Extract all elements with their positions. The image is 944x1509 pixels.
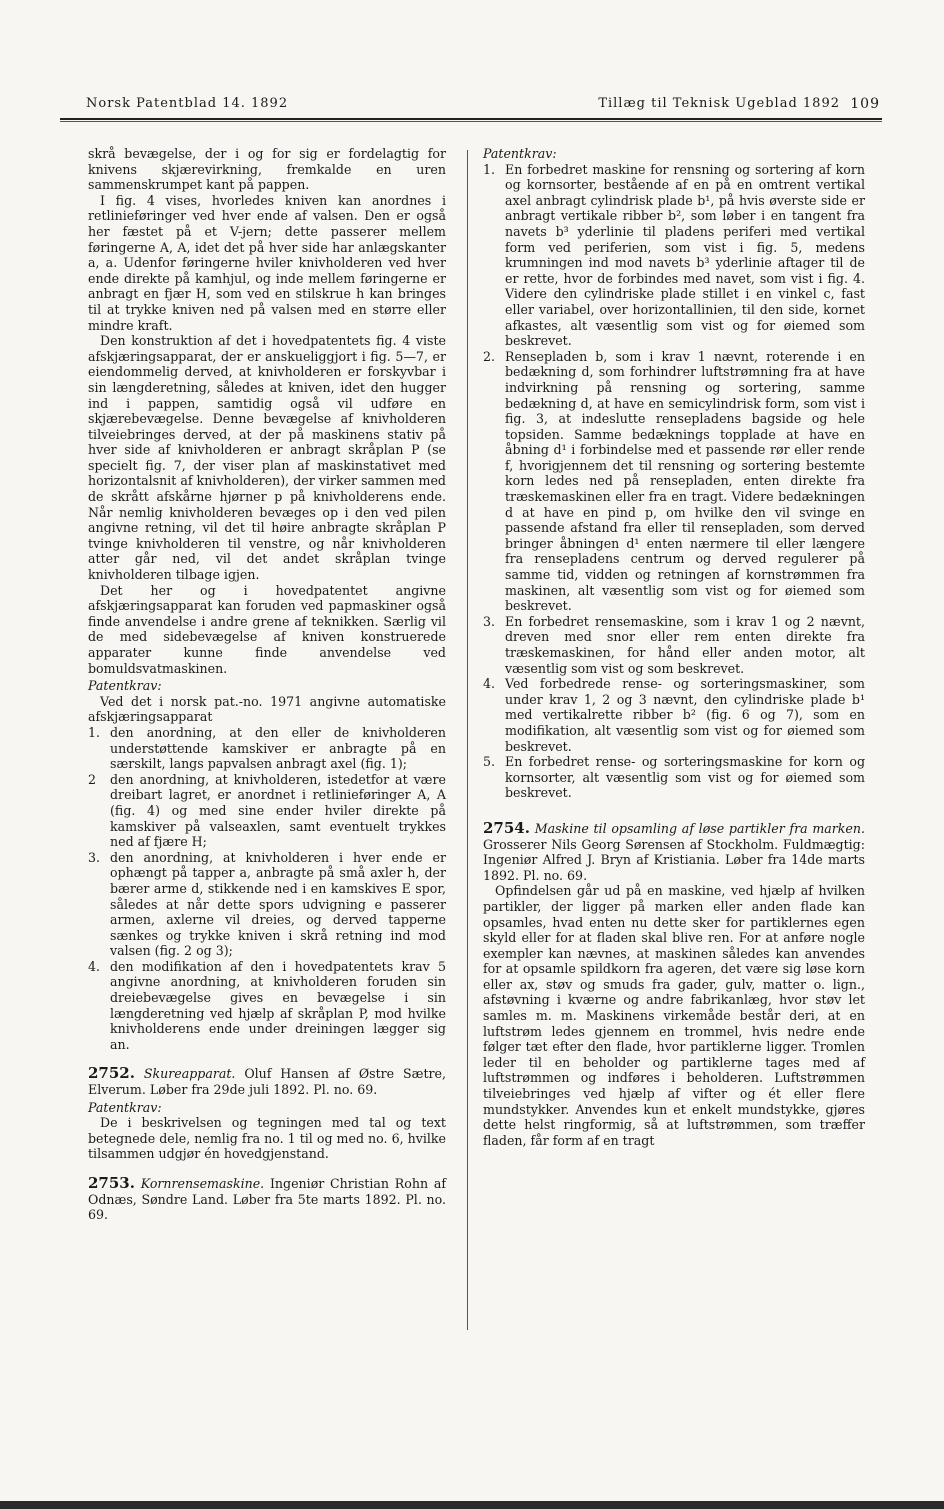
entry-text: Ingeniør Christian Rohn af Odnæs, Søndre Land. Løber fra 5te marts 1892. Pl. no. 69. [88,1176,446,1223]
entry-title: Skureapparat. [143,1066,236,1082]
claims-intro: Ved det i norsk pat.-no. 1971 angivne automatiske afskjæringsapparat [88,693,446,725]
claims-heading: Patentkrav: [88,1099,162,1115]
patent-entry-2752 [88,1066,446,1162]
page-header [60,96,880,120]
paragraph: Den konstruktion af det i hovedpatentets fig. 4 viste afskjæringsapparat, der er anskueliggjort i fig. 5—7, er eiendommelig derved, at knivholderen er forskyvbar i sin længderetning, således at kniven, idet den hugger ind i pappen, samtidig også vil udføre en skjærebevægelse. Denne bevægelse af knivholderen tilveiebringes derved, at der på maskinens stativ på hver side af knivholderen er anbragt skråplan P (se specielt fig. 7, der viser plan af maskinstativet med horizontalsnit af knivholderen), der virker sammen med de skrått afskårne hjørner p på knivholderens ende. Når nemlig knivholderen bevæges op i den ved pilen angivne retning, vil det til høire anbragte skråplan P tvinge knivholderen til venstre, og når knivholderen atter går ned, vil det andet skråplan tvinge knivholderen tilbage igjen. [88,333,446,583]
page-number: 109 [850,96,880,112]
entry-number: 2753. [88,1174,135,1192]
claim-text: De i beskrivelsen og tegningen med tal og text betegnede dele, nemlig fra no. 1 til og med no. 6, hvilke tilsammen udgjør én hovedgjenstand. [88,1115,446,1162]
paragraph: I fig. 4 vises, hvorledes kniven kan anordnes i retlinieføringer ved hver ende af valsen. Den er også her fæstet på et V-jern; dette passerer mellem føringerne A, A, idet det på hver side har anlægskanter a, a. Udenfor føringerne hviler knivholderen ved hver ende direkte på kamhjul, og inde mellem føringerne er anbragt en fjær H, som ved en stilskrue h kan bringes til at trykke kniven ned på valsen med en større eller mindre kraft. [88,192,446,333]
entry-title: Maskine til opsamling af løse partikler fra marken. [534,820,865,836]
claims-heading: Patentkrav: [483,146,557,161]
column-divider [467,150,468,1330]
claim-item: 2 den anordning, at knivholderen, istedetfor at være dreibart lagret, er anordnet i retlinieføringer A, A (fig. 4) og med sine ender hviler direkte på kamskiver på valseaxlen, samt eventuelt trykkes ned af fjære H; [88,771,446,850]
scan-edge [0,1501,944,1509]
header-rule-thin [60,121,882,122]
paragraph: skrå bevægelse, der i og for sig er fordelagtig for knivens skjærevirkning, fremkalde en uren sammenskrumpet kant på pappen. [88,146,446,193]
claim-item: 4. Ved forbedrede rense- og sorteringsmaskiner, som under krav 1, 2 og 3 nævnt, den cylindriske plade b¹ med vertikalrette ribber b² (fig. 6 og 7), som en modifikation, alt væsentlig som vist og for øiemed som beskrevet. [483,676,865,754]
claim-item: 2. Rensepladen b, som i krav 1 nævnt, roterende i en bedækning d, som forhindrer luftstrømning fra at have indvirkning på rensning og sortering, samme bedækning d, at have en semicylindrisk form, som vist i fig. 3, at indeslutte rensepladens bagside og hele topsiden. Samme bedæknings topplade at have en åbning d¹ i forbindelse med et passende rør eller rende f, hvorigjennem det til rensning og sortering bestemte korn ledes ned på rensepladen, enten direkte fra træskemaskinen eller fra en tragt. Videre bedækningen d at have en pind p, om hvilke den vil svinge en passende afstand fra eller til rensepladen, som derved bringer åbningen d¹ enten nærmere til eller længere fra rensepladens centrum og derved regulerer på samme tid, vidden og retningen af kornstrømmen fra maskinen, alt væsentlig som vist og for øiemed som beskrevet. [483,348,865,614]
header-right: Tillæg til Teknisk Ugeblad 1892 [598,96,840,111]
claim-item: 4. den modifikation af den i hovedpatentets krav 5 angivne anordning, at knivholderen foruden sin dreiebevægelse gives en bevægelse i sin længderetning ved hjælp af skråplan P, mod hvilke knivholderens ende under dreiningen lægger sig an. [88,958,446,1052]
right-column [483,146,865,1148]
patent-entry-2754 [483,818,865,1148]
claim-item: 5. En forbedret rense- og sorteringsmaskine for korn og kornsorter, alt væsentlig som vist og for øiemed som beskrevet. [483,754,865,801]
claim-item: 3. den anordning, at knivholderen i hver ende er ophængt på tapper a, anbragte på små axler h, der bærer arme d, stikkende ned i en kamskives E spor, således at når dette spors udvigning e passerer armen, axlerne vil dreies, og derved tapperne sænkes og trykke kniven i skrå retning ind mod valsen (fig. 2 og 3); [88,849,446,959]
claim-item: 1. En forbedret maskine for rensning og sortering af korn og kornsorter, bestående af en på en omtrent vertikal axel anbragt cylindrisk plade b¹, på hvis øverste side er anbragt vertikale ribber b², som løber i en tangent fra navets b³ yderlinie til pladens periferi med vertikal form ved periferien, som vist i fig. 5, medens krumningen ind mod navets b³ yderlinie aftager til de er rette, hvor de forbindes med navet, som vist i fig. 4. Videre den cylindriske plade stillet i en vinkel c, fast eller variabel, over horizontallinien, til den side, kornet afkastes, alt væsentlig som vist og for øiemed som beskrevet. [483,161,865,349]
entry-title: Kornrensemaskine. [140,1176,265,1191]
paragraph: Det her og i hovedpatentet angivne afskjæringsapparat kan foruden ved papmaskiner også finde anvendelse i andre grene af teknikken. Særlig vil de med sidebevægelse af kniven konstruerede apparater kunne finde anvendelse ved bomuldsvatmaskinen. [88,582,446,676]
entry-text: Grosserer Nils Georg Sørensen af Stockholm. Fuldmægtig: Ingeniør Alfred J. Bryn af Kristiania. Løber fra 14de marts 1892. Pl. no. 69. [483,836,865,883]
claims-heading: Patentkrav: [88,678,162,694]
patent-entry-2753 [88,1176,446,1223]
entry-number: 2752. [88,1064,135,1083]
entry-text: Oluf Hansen af Østre Sætre, Elverum. Løber fra 29de juli 1892. Pl. no. 69. [88,1066,446,1098]
paragraph: Opfindelsen går ud på en maskine, ved hjælp af hvilken partikler, der ligger på marken eller anden flade kan opsamles, hvad enten nu dette sker for partiklernes egen skyld eller for at fladen skal blive ren. For at anføre nogle exempler kan nævnes, at maskinen således kan anvendes for at opsamle spildkorn fra ageren, det være sig løse korn eller ax, støv og smuds fra gader, gulv, matter o. lign., afstøvning i kværne og andre fabrikanlæg, hvor støv let samles m. m. Maskinens virkemåde består deri, at en luftstrøm ledes gjennem en trommel, hvis nedre ende følger tæt efter den flade, hvor partiklerne ligger. Tromlen leder til en beholder og partiklerne tages med af luftstrømmen og indføres i beholderen. Luftstrømmen tilveiebringes ved hjælp af vifter og ét eller flere mundstykker. Anvendes kun et enkelt mundstykke, gjøres dette helst ringformig, så at luftstrømmen, som træffer fladen, får form af en tragt [483,883,865,1148]
header-left: Norsk Patentblad 14. 1892 [86,96,289,111]
left-column [88,146,446,1223]
entry-number: 2754. [483,818,530,837]
claim-item: 3. En forbedret rensemaskine, som i krav 1 og 2 nævnt, dreven med snor eller rem enten direkte fra træskemaskinen, for hånd eller anden motor, alt væsentlig som vist og som beskrevet. [483,613,865,676]
header-rule [60,118,882,120]
claim-item: 1. den anordning, at den eller de knivholderen understøttende kamskiver er anbragte på en særskilt, langs papvalsen anbragt axel (fig. 1); [88,724,446,772]
